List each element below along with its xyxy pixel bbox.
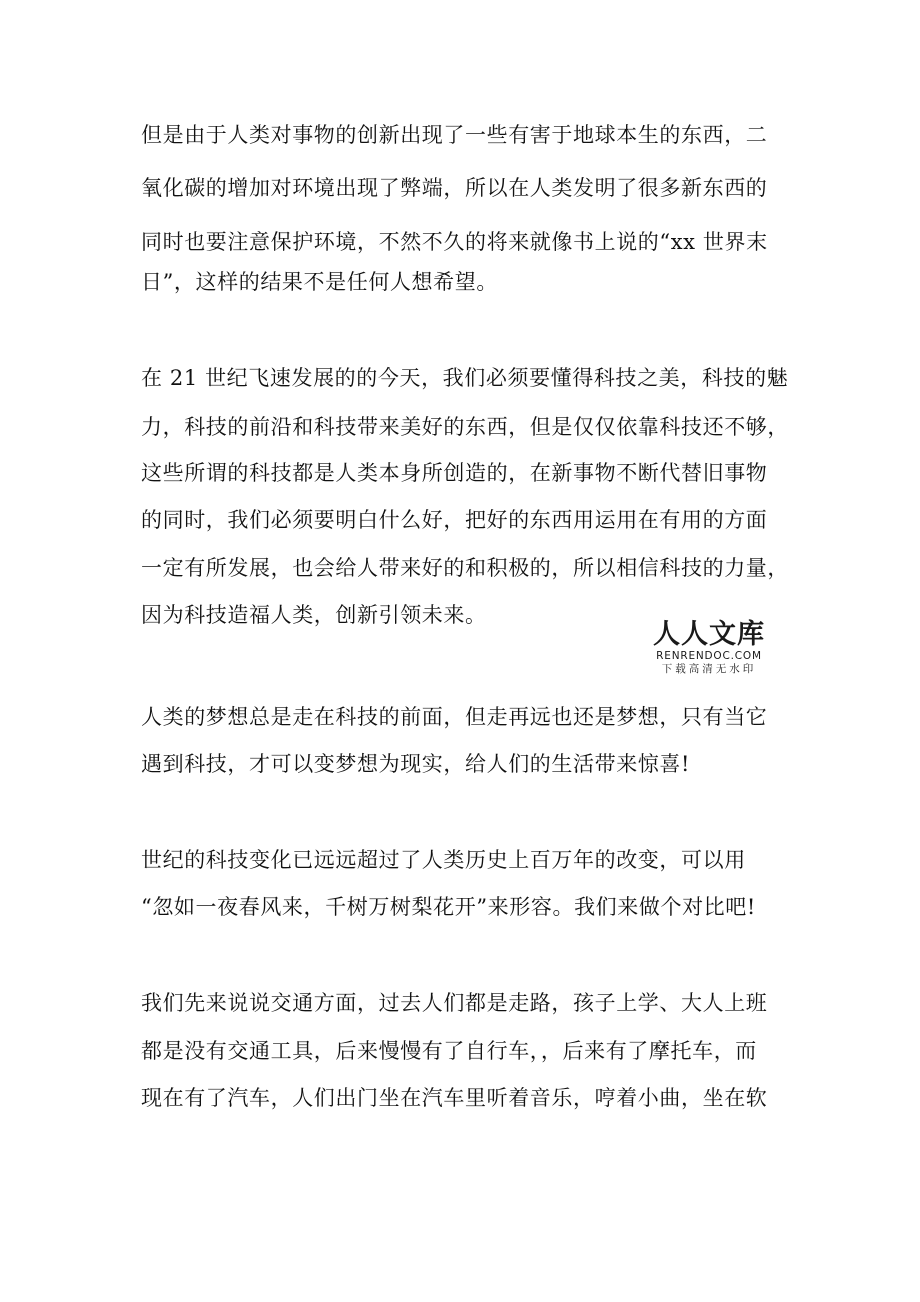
paragraph-5-line-1: 我们先来说说交通方面，过去人们都是走路，孩子上学、大人上班: [141, 991, 768, 1015]
paragraph-4-line-2: “忽如一夜春风来，千树万树梨花开”来形容。我们来做个对比吧!: [141, 895, 756, 919]
watermark-tagline: 下载高清无水印: [661, 663, 757, 675]
paragraph-1-line-2: 氧化碳的增加对环境出现了弊端，所以在人类发明了很多新东西的: [141, 176, 768, 200]
paragraph-1-line-3: 同时也要注意保护环境，不然不久的将来就像书上说的“xx 世界末: [141, 230, 768, 254]
paragraph-2-line-3: 这些所谓的科技都是人类本身所创造的，在新事物不断代替旧事物: [141, 461, 768, 485]
paragraph-3-line-2: 遇到科技，才可以变梦想为现实，给人们的生活带来惊喜!: [141, 752, 691, 776]
watermark-title: 人人文库: [653, 619, 765, 650]
paragraph-2-line-1: 在 21 世纪飞速发展的的今天，我们必须要懂得科技之美，科技的魅: [141, 366, 789, 390]
paragraph-1-line-4: 日”，这样的结果不是任何人想希望。: [141, 270, 498, 294]
paragraph-5-line-3: 现在有了汽车，人们出门坐在汽车里听着音乐，哼着小曲，坐在软: [141, 1086, 768, 1110]
watermark-domain: RENRENDOC.COM: [656, 650, 762, 662]
paragraph-3-line-1: 人类的梦想总是走在科技的前面，但走再远也还是梦想，只有当它: [141, 705, 768, 729]
paragraph-5-line-2: 都是没有交通工具，后来慢慢有了自行车，，后来有了摩托车，而: [141, 1039, 757, 1063]
paragraph-2-line-6: 因为科技造福人类，创新引领未来。: [141, 603, 487, 627]
paragraph-2-line-4: 的同时，我们必须要明白什么好，把好的东西用运用在有用的方面: [141, 508, 768, 532]
paragraph-2-line-2: 力，科技的前沿和科技带来美好的东西，但是仅仅依靠科技还不够，: [141, 415, 789, 439]
paragraph-1-line-1: 但是由于人类对事物的创新出现了一些有害于地球本生的东西，二: [141, 123, 768, 147]
paragraph-2-line-5: 一定有所发展，也会给人带来好的和积极的，所以相信科技的力量，: [141, 556, 789, 580]
paragraph-4-line-1: 世纪的科技变化已远远超过了人类历史上百万年的改变，可以用: [141, 848, 746, 872]
renrendoc-watermark-logo: [643, 620, 775, 682]
